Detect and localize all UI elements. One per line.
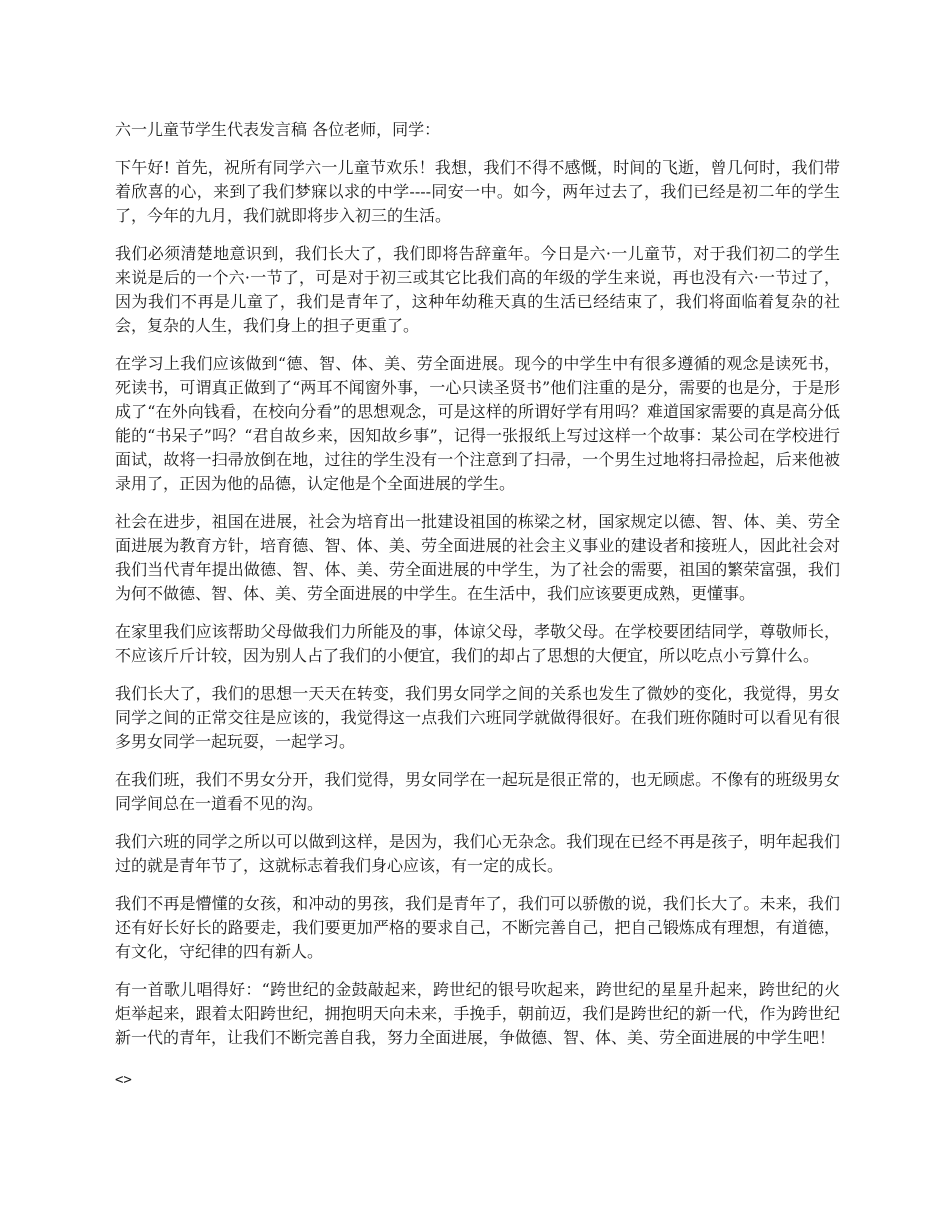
paragraph: 我们不再是懵懂的女孩，和冲动的男孩，我们是青年了，我们可以骄傲的说，我们长大了。未来，我们还有好长好长的路要走，我们要更加严格的要求自己，不断完善自己，把自己锻炼成有理想，有道德，有文化，守纪律的四有新人。 bbox=[115, 894, 840, 961]
paragraph: 有一首歌儿唱得好：“跨世纪的金鼓敲起来，跨世纪的银号吹起来，跨世纪的星星升起来，跨世纪的火炬举起来，跟着太阳跨世纪，拥抱明天向未来，手挽手，朝前迈，我们是跨世纪的新一代，作为跨世纪新一代的青年，让我们不断完善自我，努力全面进展，争做德、智、体、美、劳全面进展的中学生吧！ bbox=[115, 980, 840, 1047]
paragraph: 在我们班，我们不男女分开，我们觉得，男女同学在一起玩是很正常的，也无顾虑。不像有的班级男女同学间总在一道看不见的沟。 bbox=[115, 770, 840, 813]
paragraph: 社会在进步，祖国在进展，社会为培育出一批建设祖国的栋梁之材，国家规定以德、智、体、美、劳全面进展为教育方针，培育德、智、体、美、劳全面进展的社会主义事业的建设者和接班人，因此社会对我们当代青年提出做德、智、体、美、劳全面进展的中学生，为了社会的需要，祖国的繁荣富强，我们为何不做德、智、体、美、劳全面进展的中学生。在生活中，我们应该要更成熟，更懂事。 bbox=[115, 512, 840, 603]
paragraph: 在学习上我们应该做到“德、智、体、美、劳全面进展。现今的中学生中有很多遵循的观念是读死书，死读书，可谓真正做到了“两耳不闻窗外事，一心只读圣贤书”他们注重的是分，需要的也是分，于是形成了“在外向钱看，在校向分看”的思想观念，可是这样的所谓好学有用吗？难道国家需要的真是高分低能的“书呆子”吗？“君自故乡来，因知故乡事”，记得一张报纸上写过这样一个故事：某公司在学校进行面试，故将一扫帚放倒在地，过往的学生没有一个注意到了扫帚，一个男生过地将扫帚捡起，后来他被录用了，正因为他的品德，认定他是个全面进展的学生。 bbox=[115, 354, 840, 493]
paragraph: 下午好! 首先，祝所有同学六一儿童节欢乐！我想，我们不得不感慨，时间的飞逝，曾几何时，我们带着欣喜的心，来到了我们梦寐以求的中学----同安一中。如今，两年过去了，我们已经是初二年的学生了，今年的九月，我们就即将步入初三的生活。 bbox=[115, 158, 840, 225]
paragraph: 我们长大了，我们的思想一天天在转变，我们男女同学之间的关系也发生了微妙的变化，我觉得，男女同学之间的正常交往是应该的，我觉得这一点我们六班同学就做得很好。在我们班你随时可以看见有很多男女同学一起玩耍，一起学习。 bbox=[115, 684, 840, 751]
document-title: 六一儿童节学生代表发言稿 各位老师，同学： bbox=[115, 120, 441, 139]
paragraph: 我们六班的同学之所以可以做到这样，是因为，我们心无杂念。我们现在已经不再是孩子，明年起我们过的就是青年节了，这就标志着我们身心应该，有一定的成长。 bbox=[115, 832, 840, 875]
paragraph: 在家里我们应该帮助父母做我们力所能及的事，体谅父母，孝敬父母。在学校要团结同学，尊敬师长，不应该斤斤计较，因为别人占了我们的小便宜，我们的却占了思想的大便宜，所以吃点小亏算什么。 bbox=[115, 622, 840, 665]
paragraph: 我们必须清楚地意识到，我们长大了，我们即将告辞童年。今日是六·一儿童节，对于我们初二的学生来说是后的一个六·一节了，可是对于初三或其它比我们高的年级的学生来说，再也没有六·一节过了，因为我们不再是儿童了，我们是青年了，这种年幼稚天真的生活已经结束了，我们将面临着复杂的社会，复杂的人生，我们身上的担子更重了。 bbox=[115, 244, 840, 335]
footer-mark: <> bbox=[115, 1072, 132, 1088]
document-body bbox=[115, 118, 840, 1092]
